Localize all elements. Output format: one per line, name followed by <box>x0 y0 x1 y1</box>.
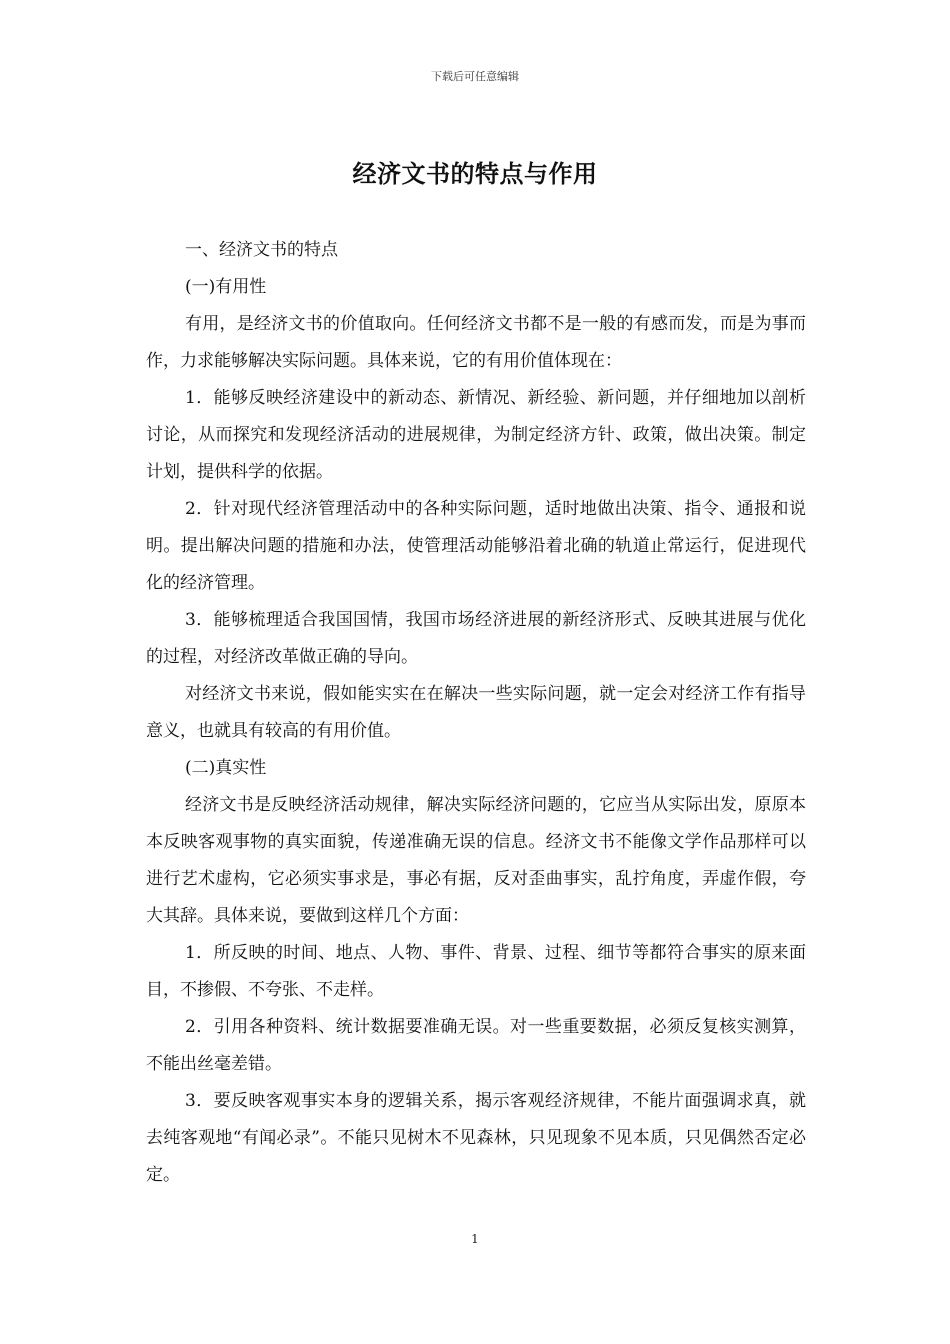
paragraph: 经济文书是反映经济活动规律，解决实际经济问题的，它应当从实际出发，原原本本反映客观事物的真实面貌，传递准确无误的信息。经济文书不能像文学作品那样可以进行艺术虚构，它必须实事求是，事必有据，反对歪曲事实，乱拧角度，弄虚作假，夸大其辞。具体来说，要做到这样几个方面： <box>146 795 806 926</box>
document-body <box>146 232 806 1194</box>
subsection-heading: (二)真实性 <box>185 758 267 778</box>
page-number: 1 <box>471 1232 479 1246</box>
page-header-note: 下载后可任意编辑 <box>431 70 519 83</box>
list-item: 2．引用各种资料、统计数据要准确无误。对一些重要数据，必须反复核实测算，不能出丝毫差错。 <box>146 1017 806 1074</box>
paragraph: 对经济文书来说，假如能实实在在解决一些实际问题，就一定会对经济工作有指导意义，也就具有较高的有用价值。 <box>146 684 806 741</box>
subsection-heading: (一)有用性 <box>185 277 267 297</box>
paragraph: 有用，是经济文书的价值取向。任何经济文书都不是一般的有感而发，而是为事而作，力求能够解决实际问题。具体来说，它的有用价值体现在： <box>146 314 806 371</box>
list-item: 3．能够梳理适合我国国情，我国市场经济进展的新经济形式、反映其进展与优化的过程，对经济改革做正确的导向。 <box>146 610 806 667</box>
list-item: 1．能够反映经济建设中的新动态、新情况、新经验、新问题，并仔细地加以剖析讨论，从而探究和发现经济活动的进展规律，为制定经济方针、政策，做出决策。制定计划，提供科学的依据。 <box>146 388 806 482</box>
document-title: 经济文书的特点与作用 <box>352 159 598 188</box>
list-item: 3．要反映客观事实本身的逻辑关系，揭示客观经济规律，不能片面强调求真，就去纯客观地“有闻必录”。不能只见树木不见森林，只见现象不见本质，只见偶然否定必定。 <box>146 1091 806 1185</box>
list-item: 1．所反映的时间、地点、人物、事件、背景、过程、细节等都符合事实的原来面目，不掺假、不夸张、不走样。 <box>146 943 806 1000</box>
list-item: 2．针对现代经济管理活动中的各种实际问题，适时地做出决策、指令、通报和说明。提出解决问题的措施和办法，使管理活动能够沿着北确的轨道止常运行，促进现代化的经济管理。 <box>146 499 806 593</box>
section-heading: 一、经济文书的特点 <box>185 240 338 260</box>
